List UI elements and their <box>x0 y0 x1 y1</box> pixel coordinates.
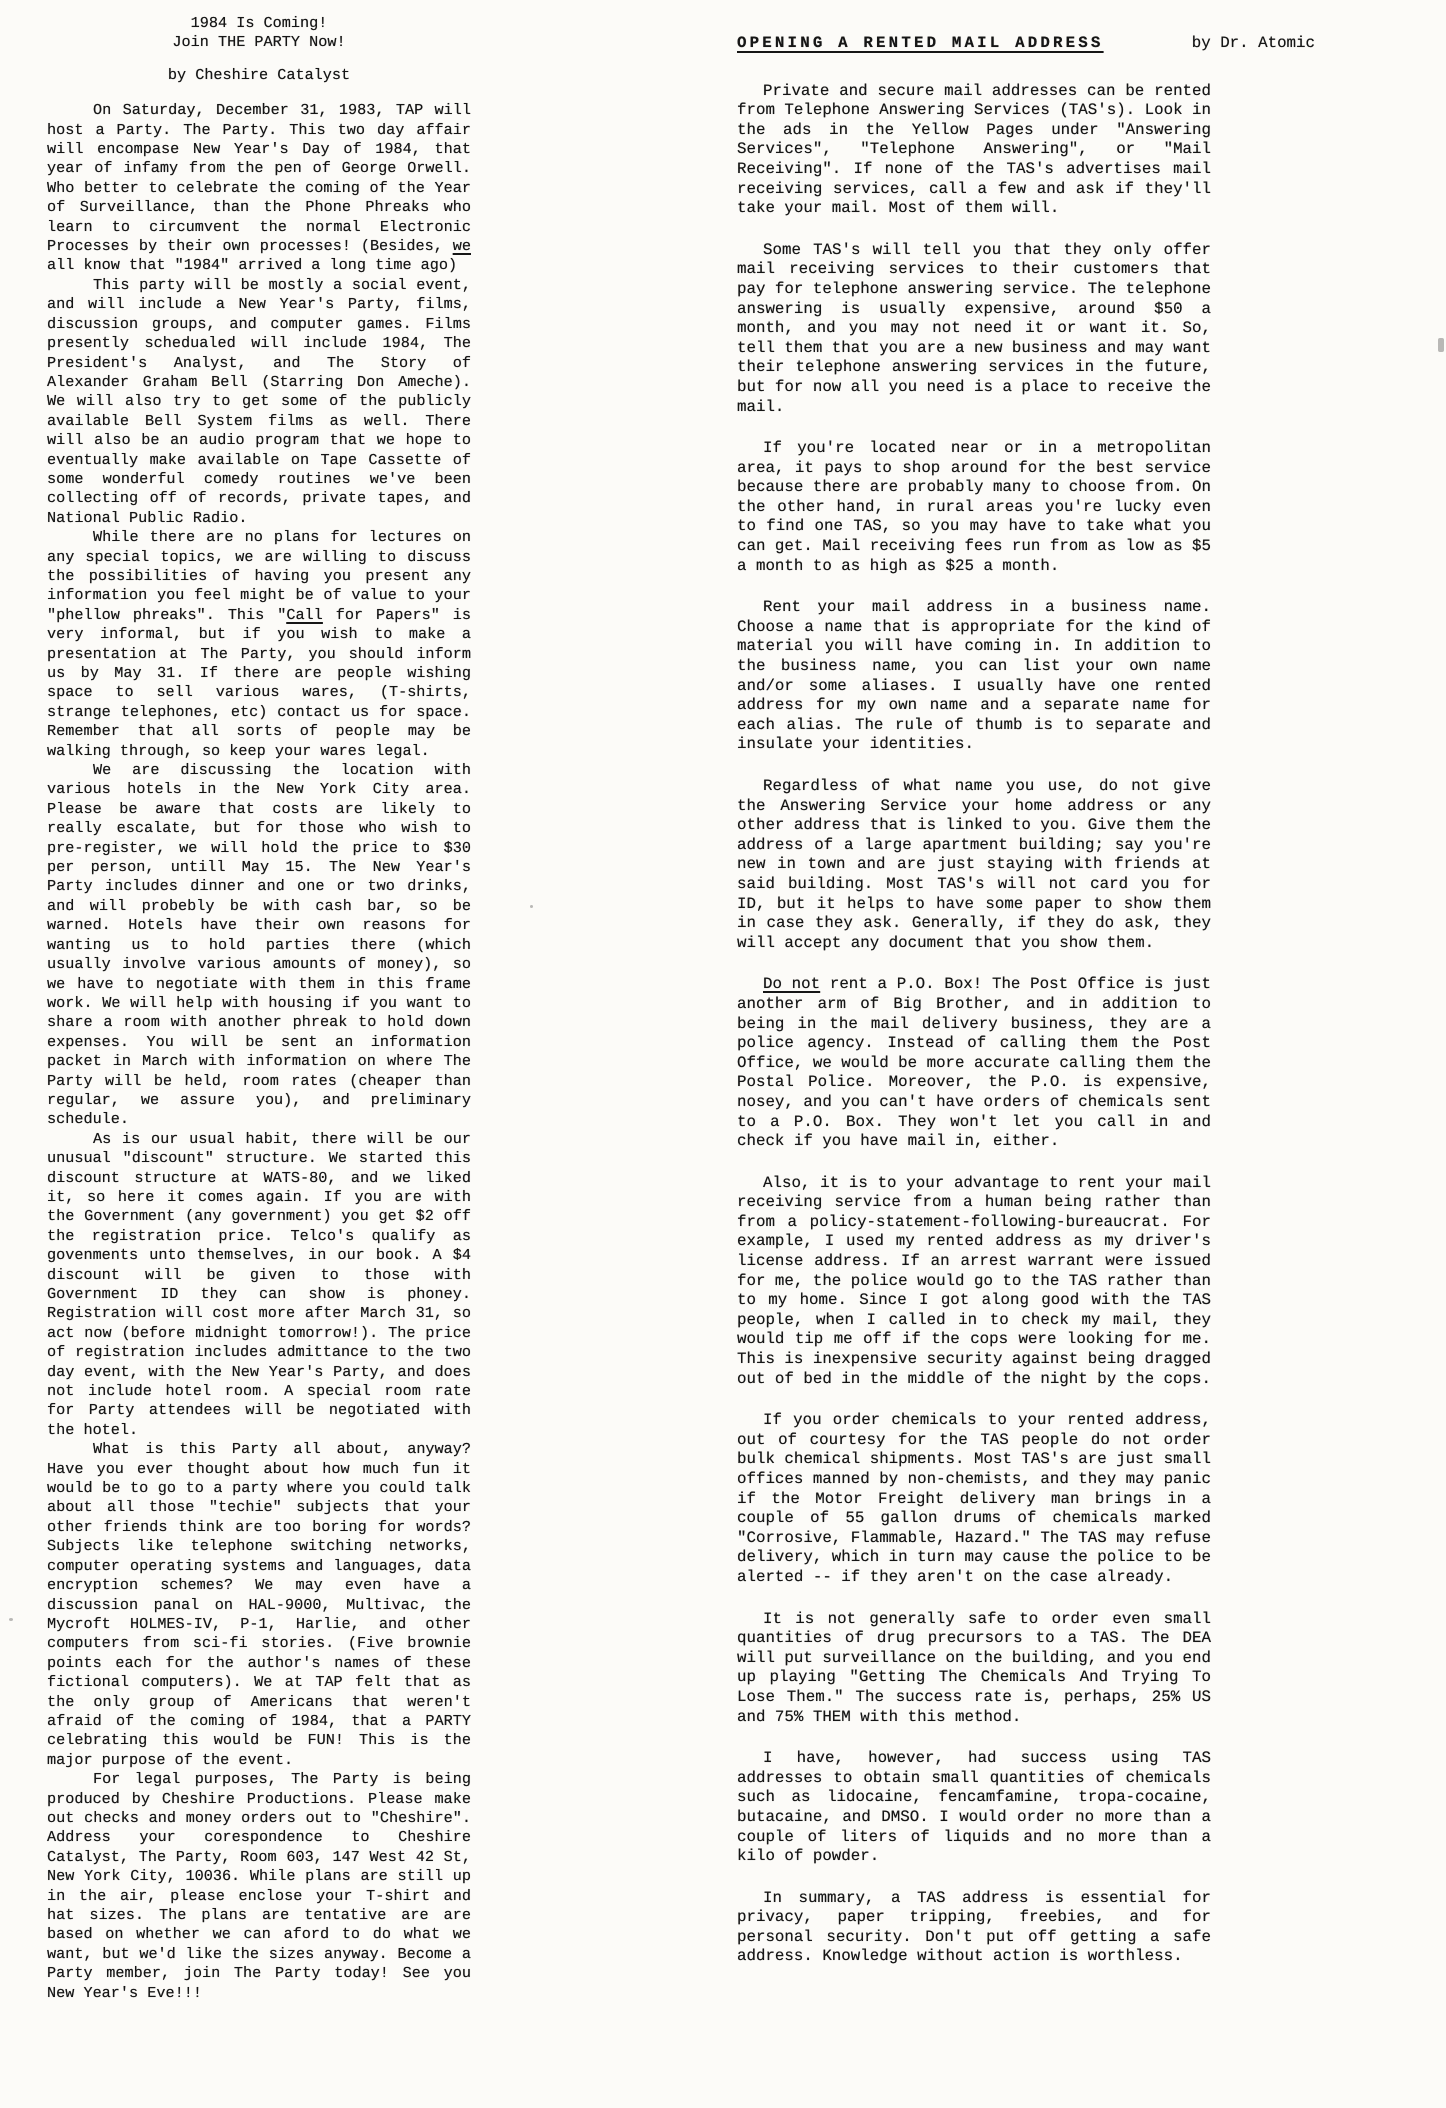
article-rented-mail-body <box>737 82 1211 1967</box>
scan-speck <box>1438 338 1444 352</box>
paragraph: We are discussing the location with various hotels in the New York City area. Please be aware that costs are likely to really escalate, but for those who wish to pre-register, we will hold the price to $30 per person, untill May 15. The New Year's Party includes dinner and one or two drinks, and will probebly be with cash bar, so be warned. Hotels have their own reasons for wanting us to hold parties there (which usually involve various amounts of money), so we have to negotiate with them in this frame work. We will help with housing if you want to share a room with another phreak to hold down expenses. You will be sent an information packet in March with information on where The Party will be held, room rates (cheaper than regular, we assure you), and preliminary schedule. <box>47 761 471 1129</box>
article-1984-title-line2: Join THE PARTY Now! <box>172 33 346 52</box>
article-1984-party <box>47 14 471 2003</box>
paragraph: This party will be mostly a social event, and will include a New Year's Party, films, discussion groups, and computer games. Films presently schedualed will include 1984, The President's Analyst, and The Story of Alexander Graham Bell (Starring Don Ameche). We will also try to get some of the publicly available Bell System films as well. There will also be an audio program that we hope to eventually make available on Tape Cassette of some wonderful comedy routines we've been collecting off of records, private tapes, and National Public Radio. <box>47 275 471 527</box>
article-rented-mail <box>737 34 1315 1989</box>
paragraph: For legal purposes, The Party is being produced by Cheshire Productions. Please make out checks and money orders out to "Cheshire". Address your corespondence to Cheshire Catalyst, The Party, Room 603, 147 West 42 St, New York City, 10036. While plans are still up in the air, please enclose your T-shirt and hat sizes. The plans are tentative are are based on whether we can aford to do what we want, but we'd like the sizes anyway. Become a Party member, join The Party today! See you New Year's Eve!!! <box>47 1770 471 2002</box>
article-rented-mail-heading: OPENING A RENTED MAIL ADDRESS <box>737 34 1104 52</box>
paragraph: If you're located near or in a metropolitan area, it pays to shop around for the best service because there are probably many to choose from. On the other hand, in rural areas you're lucky even to find one TAS, so you may have to take what you can get. Mail receiving fees run from as low as $5 a month to as high as $25 a month. <box>737 439 1211 575</box>
paragraph: Private and secure mail addresses can be rented from Telephone Answering Services (TAS's). Look in the ads in the Yellow Pages under "Answering Services", "Telephone Answering", or "Mail Receiving". If none of the TAS's advertises mail receiving services, call a few and ask if they'll take your mail. Most of them will. <box>737 81 1211 218</box>
paragraph: What is this Party all about, anyway? Have you ever thought about how much fun it would be to go to a party where you could talk about all those "techie" subjects that your other friends think are too boring for words? Subjects like telephone switching networks, computer operating systems and languages, data encryption schemes? We may even have a discussion panal on HAL-9000, Multivac, the Mycroft HOLMES-IV, P-1, Harlie, and other computers from sci-fi stories. (Five brownie points each for the author's names of these fictional computers). We at TAP felt that as the only group of Americans that weren't afraid of the coming of 1984, that a PARTY celebrating this would be FUN! This is the major purpose of the event. <box>47 1440 471 1769</box>
paragraph: Regardless of what name you use, do not give the Answering Service your home address or any other address that is linked to you. Give them the address of a large apartment building; say you're new in town and are just staying with friends at said building. Most TAS's will not card you for ID, but it helps to have some paper to show them in case they ask. Generally, if they do ask, they will accept any document that you show them. <box>737 777 1211 952</box>
paragraph: Do not rent a P.O. Box! The Post Office is just another arm of Big Brother, and in addition to being in the mail delivery business, they are a police agency. Instead of calling them the Post Office, we would be more accurate calling them the Postal Police. Moreover, the P.O. is expensive, nosey, and you can't have orders of chemicals sent to a P.O. Box. They won't let you call in and check if you have mail in, either. <box>737 975 1211 1151</box>
article-rented-mail-byline: by Dr. Atomic <box>1191 34 1315 52</box>
scan-speck <box>9 1618 13 1621</box>
paragraph: Also, it is to your advantage to rent your mail receiving service from a human being rather than from a policy-statement-following-bureaucrat. For example, I used my rented address as my driver's license address. If an arrest warrant were issued for me, the police would go to the TAS rather than to my home. Since I got along good with the TAS people, when I called in to check my mail, they would tip me off if the cops were looking for me. This is inexpensive security against being dragged out of bed in the middle of the night by the cops. <box>737 1173 1211 1388</box>
paragraph: If you order chemicals to your rented address, out of courtesy for the TAS people do not order bulk chemical shipments. Most TAS's are just small offices manned by non-chemists, and they may panic if the Motor Freight delivery man brings in a couple of 55 gallon drums of chemicals marked "Corrosive, Flammable, Hazard." The TAS may refuse delivery, which in turn may cause the police to be alerted -- if they aren't on the case already. <box>737 1411 1211 1586</box>
article-rented-mail-header <box>737 34 1315 54</box>
paragraph: Rent your mail address in a business name. Choose a name that is appropriate for the kind of material you will have coming in. In addition to the business name, you can list your own name and/or some aliases. I usually have one rented address for my own name and a separate name for each alias. The rule of thumb is to separate and insulate your identities. <box>737 598 1211 754</box>
paragraph: I have, however, had success using TAS addresses to obtain small quantities of chemicals such as lidocaine, fencamfamine, tropa-cocaine, butacaine, and DMSO. I would order no more than a couple of liters of liquids and no more than a kilo of powder. <box>737 1749 1211 1866</box>
article-1984-header <box>47 14 471 85</box>
scan-speck <box>530 905 533 908</box>
paragraph: On Saturday, December 31, 1983, TAP will host a Party. The Party. This two day affair will encompase New Year's Day of 1984, that year of infamy from the pen of George Orwell. Who better to celebrate the coming of the Year of Surveillance, than the Phone Phreaks who learn to circumvent the normal Electronic Processes by their own processes! (Besides, we all know that "1984" arrived a long time ago) <box>47 101 471 275</box>
paragraph: Some TAS's will tell you that they only offer mail receiving services to their customers that pay for telephone answering service. The telephone answering is usually expensive, around $50 a month, and you may not need it or want it. So, tell them that you are a new business and may want their telephone answering services in the future, but for now all you need is a place to receive the mail. <box>737 240 1211 416</box>
article-1984-body <box>47 101 471 2003</box>
paragraph: While there are no plans for lectures on any special topics, we are willing to discuss the possibilities of having you present any information you feel might be of value to your "phellow phreaks". This "Call for Papers" is very informal, but if you wish to make a presentation at The Party, you should inform us by May 31. If there are people wishing space to sell various wares, (T-shirts, strange telephones, etc) contact us for space. Remember that all sorts of people may be walking through, so keep your wares legal. <box>47 528 471 760</box>
paragraph: In summary, a TAS address is essential for privacy, paper tripping, freebies, and for personal security. Don't put off getting a safe address. Knowledge without action is worthless. <box>737 1888 1211 1966</box>
paragraph: As is our usual habit, there will be our unusual "discount" structure. We started this discount structure at WATS-80, and we liked it, so here it comes again. If you are with the Government (any government) you get $2 off the registration price. Telco's qualify as govenments unto themselves, in our book. A $4 discount will be given to those with Government ID they can show is phoney. Registration will cost more after March 31, so act now (before midnight tomorrow!). The price of registration includes admittance to the two day event, with the New Year's Party, and does not include hotel room. A special room rate for Party attendees will be negotiated with the hotel. <box>47 1129 471 1439</box>
article-1984-byline: by Cheshire Catalyst <box>167 65 351 84</box>
paragraph: It is not generally safe to order even small quantities of drug precursors to a TAS. The DEA will put surveillance on the building, and you end up playing "Getting The Chemicals And Trying To Lose Them." The success rate is, perhaps, 25% US and 75% THEM with this method. <box>737 1609 1211 1726</box>
article-1984-title-line1: 1984 Is Coming! <box>190 14 328 32</box>
